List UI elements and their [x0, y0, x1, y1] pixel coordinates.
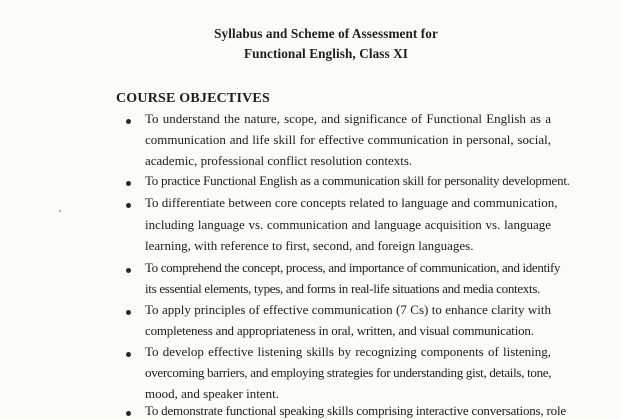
objective-line: completeness and appropriateness in oral, written, and visual communication. [145, 323, 534, 338]
objective-line: overcoming barriers, and employing strategies for understanding gist, details, tone, [145, 365, 552, 380]
bullet-icon [126, 181, 131, 186]
bullet-icon [126, 119, 131, 124]
objective-line: To develop effective listening skills by recognizing components of listening, [145, 344, 551, 359]
objective-line: mood, and speaker intent. [145, 386, 279, 401]
bullet-icon [126, 411, 131, 416]
section-heading: COURSE OBJECTIVES [116, 91, 270, 106]
objective-line: including language vs. communication and language acquisition vs. language [145, 217, 551, 232]
objective-line: its essential elements, types, and forms in real-life situations and media contexts. [145, 281, 541, 296]
objective-line: To differentiate between core concepts related to language and communication, [145, 195, 558, 210]
objective-line: To practice Functional English as a communication skill for personality development. [145, 173, 570, 188]
bullet-icon [126, 203, 131, 208]
document-title-line-1: Syllabus and Scheme of Assessment for [214, 26, 438, 41]
objective-line: learning, with reference to first, second, and foreign languages. [145, 238, 474, 253]
objective-line: To demonstrate functional speaking skills comprising interactive conversations, role [145, 403, 566, 418]
objective-line: To apply principles of effective communication (7 Cs) to enhance clarity with [145, 302, 551, 317]
document-title-line-2: Functional English, Class XI [243, 46, 409, 61]
bullet-icon [126, 310, 131, 315]
bullet-icon [126, 268, 131, 273]
objective-line: communication and life skill for effective communication in personal, social, [145, 132, 551, 147]
objective-line: To comprehend the concept, process, and importance of communication, and identify [145, 260, 561, 275]
objective-line: academic, professional conflict resolution contexts. [145, 153, 413, 168]
stray-mark: ' [59, 208, 61, 220]
bullet-icon [126, 352, 131, 357]
objective-line: To understand the nature, scope, and significance of Functional English as a [145, 111, 551, 126]
